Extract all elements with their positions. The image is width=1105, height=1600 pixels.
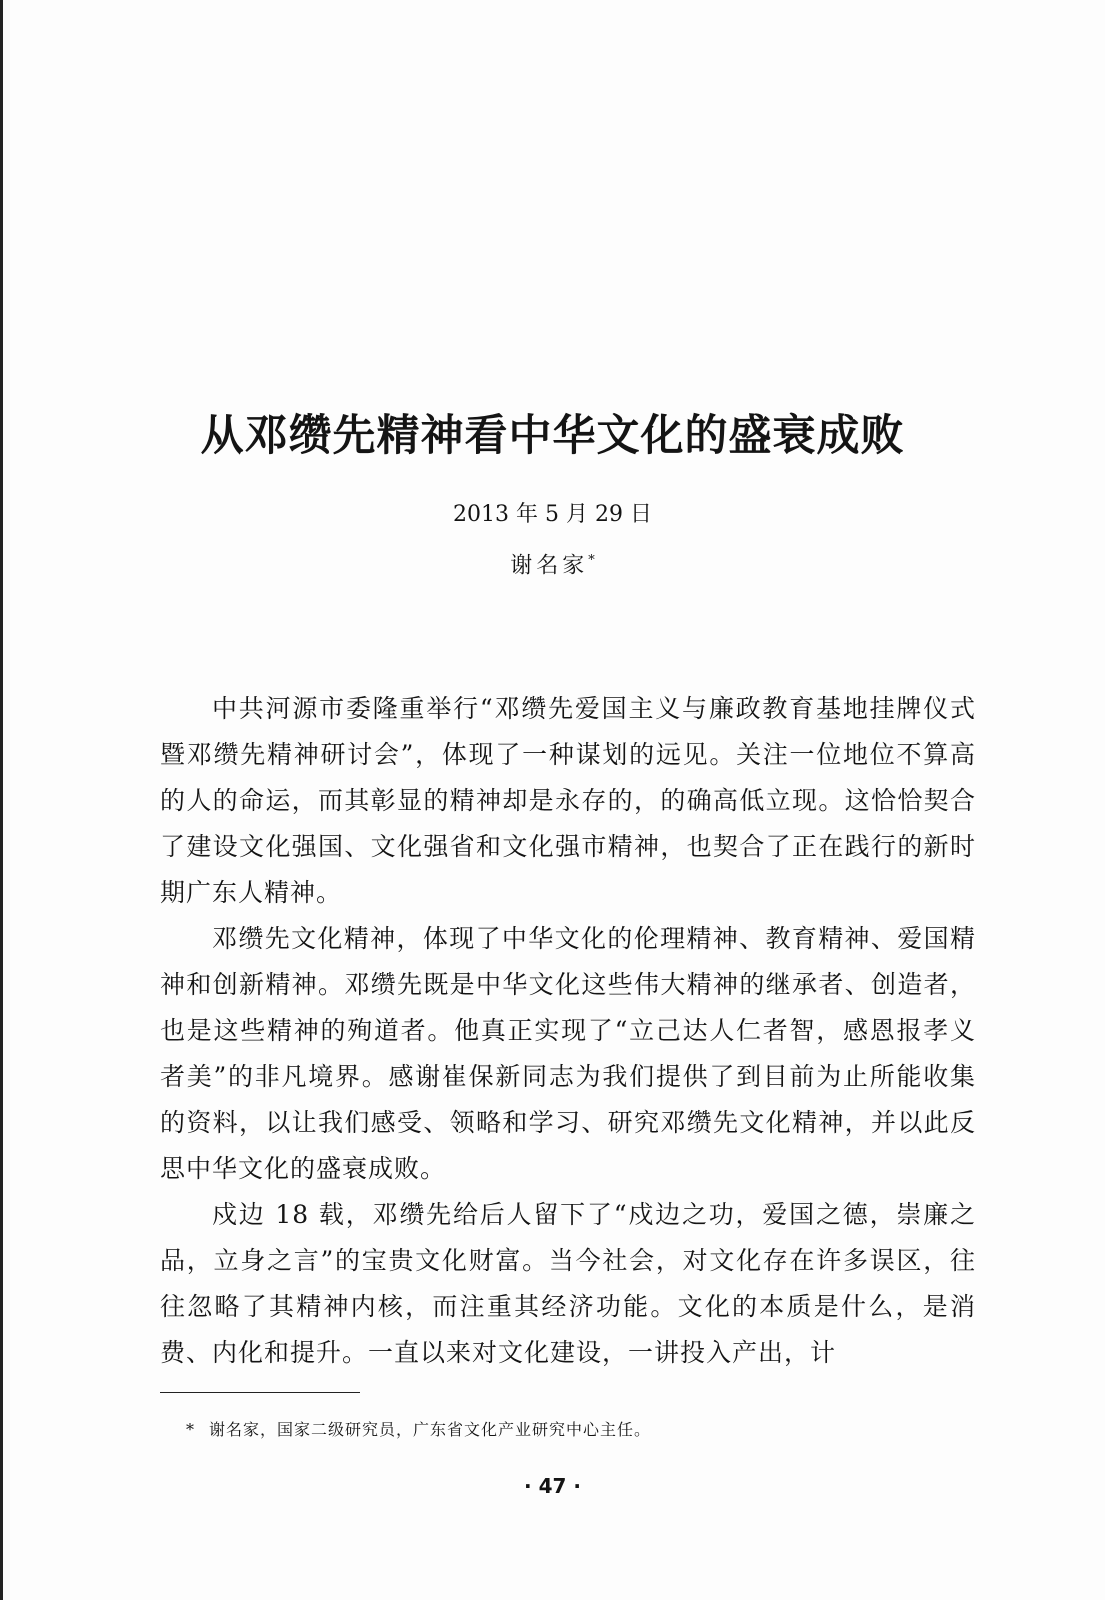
author-name: 谢名家 [510,553,589,579]
footnote [186,1418,966,1442]
author-footnote-mark: * [588,553,595,568]
footnote-text: 谢名家，国家二级研究员，广东省文化产业研究中心主任。 [209,1420,652,1439]
article-title: 从邓缵先精神看中华文化的盛衰成败 [200,411,905,461]
article-author [0,546,1105,581]
footnote-divider [160,1392,360,1393]
paragraph: 戍边 18 载，邓缵先给后人留下了“戍边之功，爱国之德，崇廉之品，立身之言”的宝贵文化财富。当今社会，对文化存在许多误区，往往忽略了其精神内核，而注重其经济功能。文化的本质是什么，是消费、内化和提升。一直以来对文化建设，一讲投入产出，计 [160,1200,976,1367]
footnote-mark: * [186,1420,195,1439]
scan-binding-edge [0,0,3,1600]
article-body [160,686,976,1376]
page-number: · 47 · [524,1474,581,1498]
article-date: 2013 年 5 月 29 日 [453,502,652,527]
paragraph: 中共河源市委隆重举行“邓缵先爱国主义与廉政教育基地挂牌仪式暨邓缵先精神研讨会”，体现了一种谋划的远见。关注一位地位不算高的人的命运，而其彰显的精神却是永存的，的确高低立现。这恰恰契合了建设文化强国、文化强省和文化强市精神，也契合了正在践行的新时期广东人精神。 [160,694,976,907]
paragraph: 邓缵先文化精神，体现了中华文化的伦理精神、教育精神、爱国精神和创新精神。邓缵先既是中华文化这些伟大精神的继承者、创造者，也是这些精神的殉道者。他真正实现了“立己达人仁者智，感恩报孝义者美”的非凡境界。感谢崔保新同志为我们提供了到目前为止所能收集的资料，以让我们感受、领略和学习、研究邓缵先文化精神，并以此反思中华文化的盛衰成败。 [160,924,976,1183]
